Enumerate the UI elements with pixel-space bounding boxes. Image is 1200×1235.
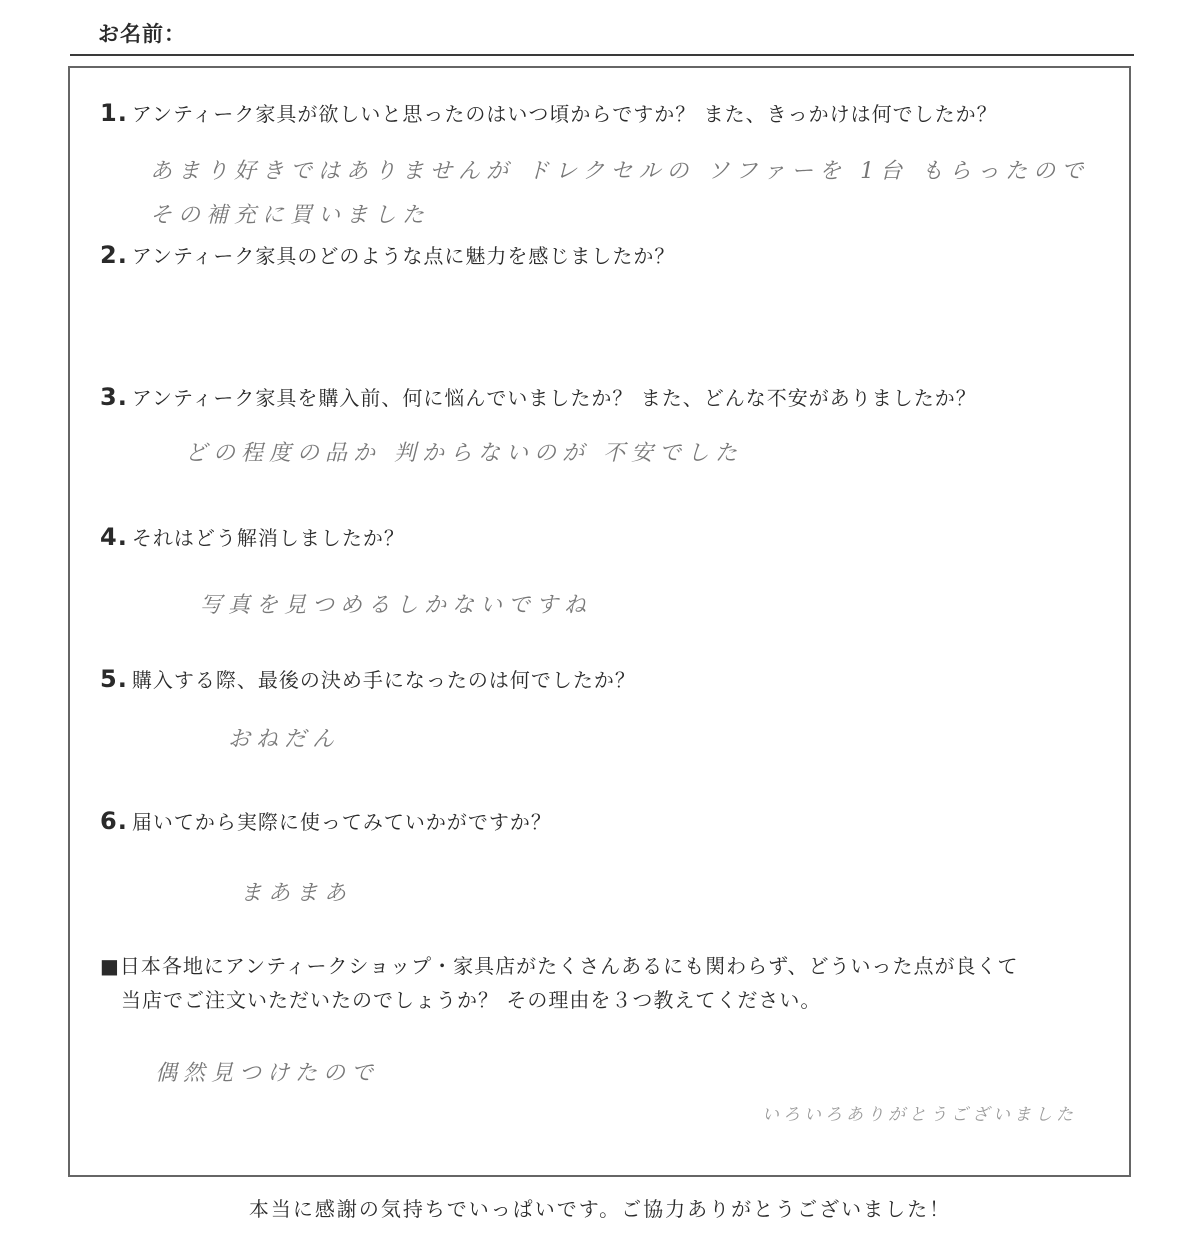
answer-3: どの程度の品か 判からないのが 不安でした [185,441,743,466]
shop-reason-answer: 偶然見つけたので [155,1061,380,1086]
question-number: 6. [100,807,128,835]
answer-5: おねだん [228,727,341,752]
question-line-2: 当店でご注文いただいたのでしょうか？ その理由を３つ教えてください。 [121,988,822,1012]
question-2 [100,240,675,269]
question-number: 5. [100,665,128,693]
question-number: 2. [100,241,128,269]
question-5 [100,664,636,693]
question-3 [100,382,977,411]
question-text: それはどう解消しましたか？ [131,526,405,550]
answer-6: まあまあ [240,881,353,906]
question-1 [100,98,998,127]
question-number: 1. [100,99,128,127]
question-text: アンティーク家具が欲しいと思ったのはいつ頃からですか？ また、きっかけは何でしたか？ [131,102,998,126]
name-label: お名前： [98,22,186,46]
question-4 [100,522,405,551]
question-text: 届いてから実際に使ってみていかがですか？ [131,810,552,834]
answer-1-line-1: あまり好きではありませんが ドレクセルの ソファーを 1台 もらったので [150,159,1090,184]
question-6 [100,806,552,835]
question-text: アンティーク家具のどのような点に魅力を感じましたか？ [131,244,676,268]
question-text: アンティーク家具を購入前、何に悩んでいましたか？ また、どんな不安がありましたか？ [131,386,977,410]
shop-reason-question [100,950,1019,979]
answer-4: 写真を見つめるしかないですね [200,593,593,618]
name-underline [70,54,1134,56]
footer-thanks: 本当に感謝の気持ちでいっぱいです。ご協力ありがとうございました！ [248,1197,952,1221]
question-number: 4. [100,523,128,551]
question-text: 購入する際、最後の決め手になったのは何でしたか？ [131,668,636,692]
question-line-1: 日本各地にアンティークショップ・家具店がたくさんあるにも関わらず、どういった点が良くて [119,954,1019,978]
answer-1-line-2: その補充に買いました [150,203,431,228]
closing-note: いろいろありがとうございました [762,1105,1077,1125]
square-bullet-icon: ■ [100,954,120,978]
question-number: 3. [100,383,128,411]
